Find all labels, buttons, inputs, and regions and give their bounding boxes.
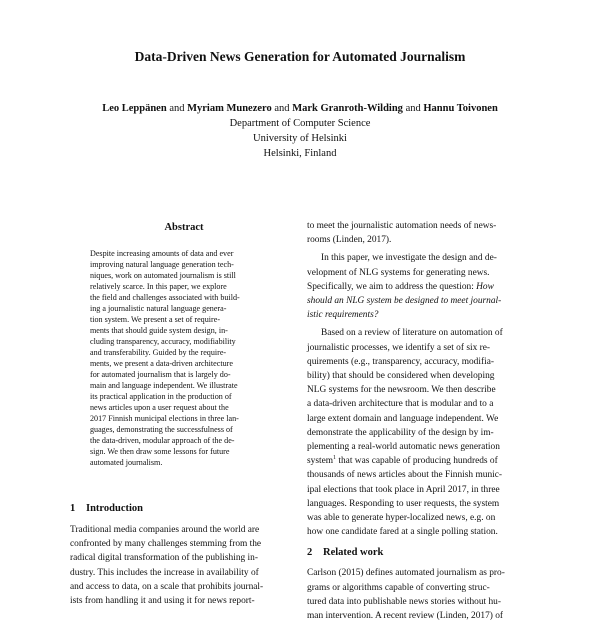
- body-line: quirements (e.g., transparency, accuracy, modifia-: [307, 357, 494, 367]
- body-line: NLG systems for the newsroom. We then describe: [307, 385, 496, 395]
- body-line: journalistic processes, we identify a set of six re-: [307, 343, 491, 353]
- author-name: Mark Granroth-Wilding: [292, 103, 403, 114]
- affiliation-location: Helsinki, Finland: [263, 148, 337, 159]
- body-line: ists from handling it and using it for news report-: [70, 596, 255, 606]
- footnote-marker: 1: [333, 454, 337, 461]
- research-question: istic requirements?: [307, 310, 379, 320]
- research-question: How: [476, 282, 494, 292]
- body-line: confronted by many challenges stemming from the: [70, 539, 262, 549]
- abstract-line: 2017 Finnish municipal elections in three lan-: [90, 414, 239, 423]
- author-name: Leo Leppänen: [102, 103, 167, 114]
- abstract-line: ing a journalistic natural language genera-: [90, 304, 227, 313]
- body-line: velopment of NLG systems for generating news.: [307, 268, 490, 278]
- section-title: Introduction: [86, 503, 143, 514]
- abstract-line: its practical application in the production of: [90, 392, 232, 401]
- body-line: how one candidate fared at a single polling station.: [307, 527, 498, 537]
- author-name: Hannu Toivonen: [423, 103, 498, 114]
- abstract-line: improving natural language generation tech-: [90, 260, 234, 269]
- body-line: was able to generate hyper-localized news, e.g. on: [307, 513, 496, 523]
- author-name: Myriam Munezero: [187, 103, 272, 114]
- section-title: Related work: [323, 547, 384, 558]
- section-heading-related-work: [307, 547, 383, 558]
- section-number: 1: [70, 503, 76, 514]
- body-line: Traditional media companies around the world are: [70, 525, 260, 535]
- research-question: should an NLG system be designed to meet journal-: [307, 296, 502, 306]
- body-line: ipal elections that took place in April 2017, in three: [307, 485, 500, 495]
- section-heading-introduction: [70, 503, 143, 514]
- body-line: radical digital transformation of the publishing in-: [70, 553, 258, 563]
- abstract-line: the data-driven, modular approach of the de-: [90, 436, 235, 445]
- author-separator: and: [405, 103, 421, 114]
- body-line: large extent domain and language independent. We: [307, 414, 499, 424]
- body-line: man intervention. A recent review (Linden, 2017) of: [307, 611, 504, 621]
- paper-title: Data-Driven News Generation for Automated Journalism: [134, 49, 466, 64]
- abstract-line: Despite increasing amounts of data and ever: [90, 249, 234, 258]
- affiliation-university: University of Helsinki: [253, 133, 347, 144]
- abstract-heading: Abstract: [164, 222, 204, 233]
- section-number: 2: [307, 547, 313, 558]
- abstract-line: sign. We then draw some lessons for future: [90, 447, 230, 456]
- abstract-line: relatively scarce. In this paper, we explore: [90, 282, 227, 291]
- body-text: that was capable of producing hundreds of: [336, 456, 498, 466]
- body-line: plementing a real-world automatic news generation: [307, 442, 500, 452]
- author-list: [0, 101, 600, 116]
- body-line: [307, 310, 378, 320]
- body-line: thousands of news articles about the Finnish munic-: [307, 470, 503, 480]
- abstract-line: guages, demonstrating the successfulness of: [90, 425, 233, 434]
- body-line: languages. Responding to user requests, the system: [307, 499, 500, 509]
- body-line: Based on a review of literature on automation of: [321, 328, 503, 338]
- body-line: to meet the journalistic automation needs of news-: [307, 221, 497, 231]
- abstract-line: main and language independent. We illustrate: [90, 381, 238, 390]
- author-separator: and: [169, 103, 185, 114]
- body-line: [307, 456, 498, 466]
- abstract-line: for automated journalism that is largely do-: [90, 370, 231, 379]
- body-line: dustry. This includes the increase in availability of: [70, 568, 259, 578]
- abstract-line: niques, work on automated journalism is still: [90, 271, 236, 280]
- abstract-line: tion system. We present a set of require-: [90, 315, 221, 324]
- abstract-line: ments that should guide system design, in-: [90, 326, 228, 335]
- body-line: rooms (Linden, 2017).: [307, 235, 392, 245]
- abstract-line: automated journalism.: [90, 458, 163, 467]
- body-line: Carlson (2015) defines automated journalism as pro-: [307, 568, 505, 578]
- body-line: [307, 282, 494, 292]
- abstract-line: the field and challenges associated with build-: [90, 293, 240, 302]
- body-line: a data-driven architecture that is modular and to a: [307, 399, 494, 409]
- body-line: and access to data, on a scale that prohibits journal-: [70, 582, 264, 592]
- body-line: In this paper, we investigate the design and de-: [321, 253, 497, 263]
- affiliation-department: Department of Computer Science: [229, 118, 371, 129]
- body-text: system: [307, 456, 334, 466]
- body-line: tured data into publishable news stories without hu-: [307, 597, 501, 607]
- abstract-line: news articles upon a user request about the: [90, 403, 229, 412]
- body-line: grams or algorithms capable of converting struc-: [307, 583, 490, 593]
- body-line: demonstrate the applicability of the design by im-: [307, 428, 494, 438]
- body-line: bility) that should be considered when developing: [307, 371, 495, 381]
- author-separator: and: [274, 103, 290, 114]
- body-text: Specifically, we aim to address the question:: [307, 282, 477, 292]
- abstract-line: and transferability. Guided by the require-: [90, 348, 227, 357]
- abstract-line: cluding transparency, accuracy, modifiability: [90, 337, 236, 346]
- body-line: [307, 296, 501, 306]
- abstract-line: ments, we present a data-driven architecture: [90, 359, 233, 368]
